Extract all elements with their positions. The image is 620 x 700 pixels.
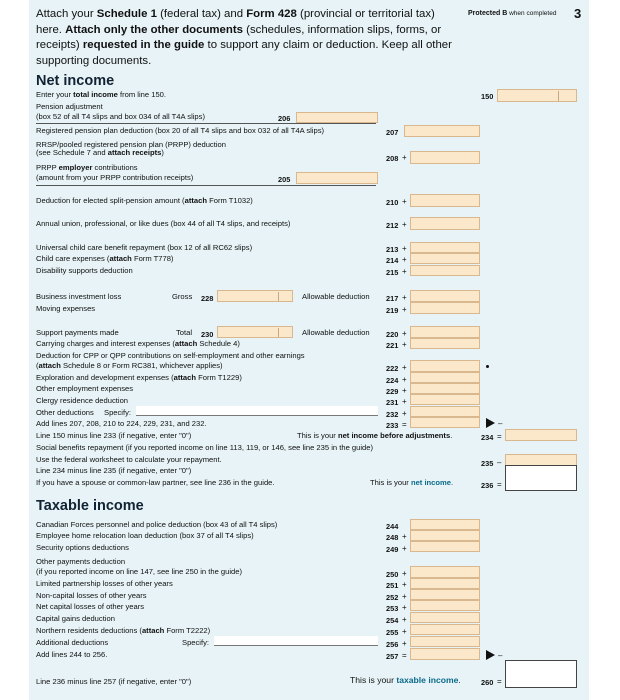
line-252-number: 252 (386, 593, 399, 602)
intro-segment: to support any claim or deduction. Keep all other supporting documents. (36, 39, 452, 67)
intro-segment: Attach only the other documents (65, 23, 243, 36)
other-deductions-specify-input[interactable] (136, 406, 378, 416)
line-254-field[interactable] (410, 612, 480, 623)
limited-partnership-label: Limited partnership losses of other years (36, 579, 173, 588)
social-benefits-label: Social benefits repayment (if you reported income on line 113, 119, or 146, see line 235 in the guide) (36, 443, 374, 452)
line-249-number: 249 (386, 545, 399, 554)
line-257-field[interactable] (410, 648, 480, 660)
carrying-charges-label: Carrying charges and interest expenses (attach Schedule 4) (36, 339, 240, 348)
plus-sign: + (402, 639, 407, 648)
line-234-minus-235-label: Line 234 minus line 235 (if negative, enter "0") (36, 466, 192, 475)
line-221-field[interactable] (410, 338, 480, 349)
line-236-number: 236 (481, 481, 494, 490)
line-255-field[interactable] (410, 624, 480, 635)
line-231-number: 231 (386, 398, 399, 407)
rrsp-deduction-detail: (see Schedule 7 and attach receipts) (36, 148, 164, 157)
spouse-note-label: If you have a spouse or common-law partner, see line 236 in the guide. (36, 478, 275, 487)
line-256-number: 256 (386, 640, 399, 649)
plus-sign: + (402, 363, 407, 372)
intro-segment: (schedules, information slips, forms, or receipts) (36, 23, 442, 52)
pension-adjustment-label: Pension adjustment (36, 102, 103, 111)
line-248-field[interactable] (410, 530, 480, 541)
additional-deductions-specify-input[interactable] (214, 636, 378, 646)
line-219-number: 219 (386, 306, 399, 315)
plus-sign: + (402, 532, 407, 541)
line-213-field[interactable] (410, 242, 480, 253)
plus-sign: + (402, 375, 407, 384)
equals-sign: = (402, 651, 407, 660)
line-208-field[interactable] (410, 151, 480, 164)
line-212-field[interactable] (410, 217, 480, 230)
line-206-field[interactable] (296, 112, 378, 123)
security-options-label: Security options deductions (36, 543, 129, 552)
rrsp-deduction-label: RRSP/pooled registered pension plan (PRPP) deduction (36, 140, 226, 149)
plus-sign: + (402, 603, 407, 612)
union-dues-label: Annual union, professional, or like dues (box 44 of all T4 slips, and receipts) (36, 219, 291, 228)
northern-residents-label: Northern residents deductions (attach Form T2222) (36, 626, 211, 635)
add-lines-label: Add lines 207, 208, 210 to 224, 229, 231, and 232. (36, 419, 207, 428)
line-215-field[interactable] (410, 265, 480, 276)
business-investment-loss-label: Business investment loss (36, 292, 122, 301)
minus-sign: – (498, 419, 503, 428)
exploration-expenses-label: Exploration and development expenses (attach Form T1229) (36, 373, 242, 382)
divider (36, 123, 376, 124)
line-236-minus-257-label: Line 236 minus line 257 (if negative, enter "0") (36, 677, 192, 686)
line-253-number: 253 (386, 604, 399, 613)
line-205-number: 205 (278, 175, 291, 184)
line-212-number: 212 (386, 221, 399, 230)
line-244-number: 244 (386, 522, 399, 531)
support-payments-label: Support payments made (36, 328, 119, 337)
enter-total-income-label: Enter your total income from line 150. (36, 90, 167, 99)
line-222-number: 222 (386, 364, 399, 373)
line-206-number: 206 (278, 114, 291, 123)
specify-label: Specify: (104, 408, 132, 417)
line-234-field[interactable] (505, 429, 577, 441)
line-150-field[interactable] (497, 89, 577, 102)
plus-sign: + (402, 397, 407, 406)
employee-loan-label: Employee home relocation loan deduction (box 37 of all T4 slips) (36, 531, 254, 540)
intro-text (36, 7, 456, 69)
line-232-number: 232 (386, 410, 399, 419)
intro-segment: Attach your (36, 8, 97, 20)
line-207-number: 207 (386, 128, 399, 137)
total-label: Total (176, 328, 193, 337)
plus-sign: + (402, 305, 407, 314)
line-228-field[interactable] (217, 290, 293, 302)
intro-segment: requested in the guide (82, 39, 205, 52)
other-payments-detail: (if you reported income on line 147, see line 250 in the guide) (36, 567, 243, 576)
equals-sign: = (497, 677, 502, 686)
line-244-field[interactable] (410, 519, 480, 530)
plus-sign: + (402, 544, 407, 553)
line-250-number: 250 (386, 570, 399, 579)
line-233-number: 233 (386, 421, 399, 430)
line-253-field[interactable] (410, 600, 480, 611)
line-205-field[interactable] (296, 172, 378, 184)
other-payments-label: Other payments deduction (36, 557, 126, 566)
plus-sign: + (402, 409, 407, 418)
line-260-number: 260 (481, 678, 494, 687)
line-260-field[interactable] (505, 660, 577, 688)
line-207-field[interactable] (404, 125, 480, 137)
net-before-adj-label: This is your net income before adjustments. (297, 431, 453, 440)
capital-gains-label: Capital gains deduction (36, 614, 115, 623)
line-252-field[interactable] (410, 589, 480, 600)
moving-expenses-label: Moving expenses (36, 304, 96, 313)
equals-sign: = (497, 480, 502, 489)
line-230-field[interactable] (217, 326, 293, 338)
allowable-deduction-label: Allowable deduction (302, 292, 370, 301)
line-214-field[interactable] (410, 253, 480, 264)
arrow-right-icon (486, 418, 495, 428)
line-215-number: 215 (386, 268, 399, 277)
non-capital-losses-label: Non-capital losses of other years (36, 591, 147, 600)
line-210-number: 210 (386, 198, 399, 207)
line-231-field[interactable] (410, 394, 480, 405)
line-219-field[interactable] (410, 302, 480, 314)
add-lines-244-256-label: Add lines 244 to 256. (36, 650, 108, 659)
split-pension-label: Deduction for elected split-pension amount (attach Form T1032) (36, 196, 253, 205)
plus-sign: + (402, 627, 407, 636)
line-251-number: 251 (386, 581, 399, 590)
line-255-number: 255 (386, 628, 399, 637)
cpp-qpp-label: Deduction for CPP or QPP contributions on self-employment and other earnings (36, 351, 305, 360)
taxable-income-title: Taxable income (36, 498, 144, 514)
clergy-residence-label: Clergy residence deduction (36, 396, 129, 405)
cpp-qpp-detail: (attach Schedule 8 or Form RC381, whichever applies) (36, 361, 223, 370)
disability-supports-label: Disability supports deduction (36, 266, 133, 275)
intro-segment: (federal tax) and (156, 8, 247, 20)
line-233-field[interactable] (410, 417, 480, 428)
line-251-field[interactable] (410, 578, 480, 589)
minus-sign: – (498, 651, 503, 660)
line-235-number: 235 (481, 459, 494, 468)
line-222-field[interactable] (410, 360, 480, 372)
line-234-number: 234 (481, 433, 494, 442)
child-care-label: Child care expenses (attach Form T778) (36, 254, 174, 263)
prpp-employer-label: PRPP employer contributions (36, 163, 138, 172)
line-213-number: 213 (386, 245, 399, 254)
line-257-number: 257 (386, 652, 399, 661)
plus-sign: + (402, 580, 407, 589)
taxable-income-result-label: This is your taxable income. (350, 675, 461, 685)
net-income-result-label: This is your net income. (370, 478, 454, 487)
specify-label: Specify: (182, 638, 210, 647)
net-before-adj-calc-label: Line 150 minus line 233 (if negative, enter "0") (36, 431, 192, 440)
prpp-employer-detail: (amount from your PRPP contribution receipts) (36, 173, 194, 182)
plus-sign: + (402, 255, 407, 264)
line-224-number: 224 (386, 376, 399, 385)
allowable-deduction-label: Allowable deduction (302, 328, 370, 337)
line-208-number: 208 (386, 154, 399, 163)
arrow-right-icon (486, 650, 495, 660)
line-229-number: 229 (386, 387, 399, 396)
line-220-field[interactable] (410, 326, 480, 338)
plus-sign: + (402, 220, 407, 229)
line-220-number: 220 (386, 330, 399, 339)
line-217-number: 217 (386, 294, 399, 303)
line-228-number: 228 (201, 294, 214, 303)
line-256-field[interactable] (410, 636, 480, 647)
intro-segment: Schedule 1 (96, 8, 157, 20)
plus-sign: + (402, 244, 407, 253)
line-232-field[interactable] (410, 406, 480, 417)
line-254-number: 254 (386, 616, 399, 625)
uccb-repayment-label: Universal child care benefit repayment (box 12 of all RC62 slips) (36, 243, 253, 252)
line-250-field[interactable] (410, 566, 480, 578)
net-capital-losses-label: Net capital losses of other years (36, 602, 145, 611)
plus-sign: + (402, 615, 407, 624)
plus-sign: + (402, 267, 407, 276)
plus-sign: + (402, 569, 407, 578)
plus-sign: + (402, 293, 407, 302)
line-248-number: 248 (386, 533, 399, 542)
plus-sign: + (402, 386, 407, 395)
additional-deductions-label: Additional deductions (36, 638, 109, 647)
pension-adjustment-detail: (box 52 of all T4 slips and box 034 of all T4A slips) (36, 112, 205, 121)
gross-label: Gross (172, 292, 193, 301)
equals-sign: = (402, 420, 407, 429)
line-150-number: 150 (481, 92, 494, 101)
plus-sign: + (402, 153, 407, 162)
rpp-deduction-label: Registered pension plan deduction (box 20 of all T4 slips and box 032 of all T4A slips) (36, 126, 325, 135)
other-deductions-label: Other deductions (36, 408, 94, 417)
line-221-number: 221 (386, 341, 399, 350)
intro-segment: Form 428 (246, 8, 297, 20)
other-employment-label: Other employment expenses (36, 384, 134, 393)
line-236-field[interactable] (505, 465, 577, 491)
canadian-forces-label: Canadian Forces personnel and police deduction (box 43 of all T4 slips) (36, 520, 278, 529)
minus-sign: – (497, 458, 502, 467)
protected-b-label: Protected B when completed (468, 10, 557, 17)
line-229-field[interactable] (410, 383, 480, 394)
line-217-field[interactable] (410, 290, 480, 302)
line-230-number: 230 (201, 330, 214, 339)
plus-sign: + (402, 592, 407, 601)
line-224-field[interactable] (410, 372, 480, 383)
line-210-field[interactable] (410, 194, 480, 207)
plus-sign: + (402, 340, 407, 349)
equals-sign: = (497, 432, 502, 441)
plus-sign: + (402, 329, 407, 338)
divider (36, 185, 376, 186)
bullet-marker (486, 365, 489, 368)
intro-segment: (provincial or territorial tax) here. (36, 8, 435, 36)
social-benefits-detail: Use the federal worksheet to calculate your repayment. (36, 455, 222, 464)
line-214-number: 214 (386, 256, 399, 265)
plus-sign: + (402, 197, 407, 206)
page-number: 3 (574, 6, 582, 21)
line-249-field[interactable] (410, 541, 480, 552)
net-income-title: Net income (36, 73, 115, 89)
